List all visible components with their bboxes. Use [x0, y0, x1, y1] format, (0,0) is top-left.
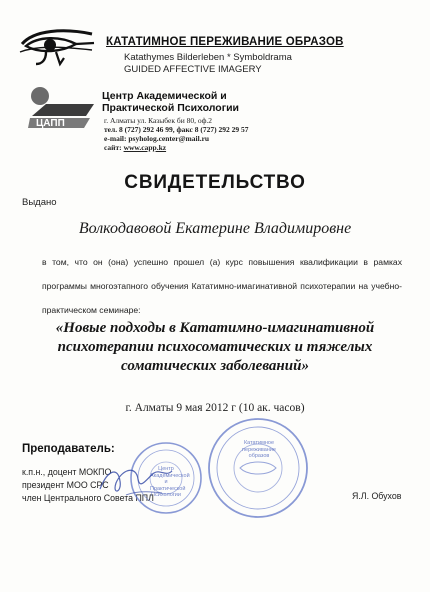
small-stamp-text: Центр Академической и Практической Психологии [150, 466, 190, 498]
course-title-line1: «Новые подходы в Кататимно-имагинативной [55, 320, 375, 336]
handwritten-signature [96, 455, 176, 505]
teacher-line1: к.п.н., доцент МОКПО [22, 467, 112, 477]
completion-paragraph: в том, что он (она) успешно прошел (а) курс повышения квалификации в рамках программы многоэтапного обучения Кататимно-имагинативной психотерапии на учебно-практическом семинаре: [42, 257, 402, 315]
center-phone: тел. 8 (727) 292 46 99, факс 8 (727) 292 29 57 [104, 125, 249, 134]
capp-logo-text: ЦАПП [36, 118, 65, 129]
issued-label: Выдано [22, 197, 57, 208]
place-date: г. Алматы 9 мая 2012 г (10 ак. часов) [125, 402, 305, 414]
header-subtitle-en: GUIDED AFFECTIVE IMAGERY [124, 64, 262, 75]
center-name [102, 90, 302, 114]
center-contacts [104, 116, 324, 152]
center-name-line2: Практической Психологии [102, 102, 239, 114]
center-address: г. Алматы ул. Казыбек би 80, оф.2 [104, 116, 213, 125]
center-site-link[interactable]: www.capp.kz [123, 143, 167, 152]
capp-logo [24, 82, 98, 142]
document-title: СВИДЕТЕЛЬСТВО [124, 172, 306, 193]
signer-name: Я.Л. Обухов [352, 491, 402, 501]
teacher-line3: член Центрального Совета ППЛ [22, 493, 154, 503]
large-stamp [206, 416, 310, 520]
large-stamp-text: Кататимное переживание образов [242, 440, 276, 459]
eye-of-horus-logo [16, 24, 96, 68]
teacher-line2: президент МОО СРС [22, 480, 109, 490]
center-site-row [104, 143, 324, 152]
course-title-line3: соматических заболеваний» [121, 358, 309, 374]
header-subtitle-de: Katathymes Bilderleben * Symboldrama [124, 52, 292, 63]
recipient-name: Волкодавовой Екатерине Владимировне [78, 220, 352, 237]
course-title-line2: психотерапии психосоматических и тяжелых [57, 339, 373, 355]
course-title [20, 319, 410, 376]
teacher-label: Преподаватель: [22, 443, 115, 455]
header-title: КАТАТИМНОЕ ПЕРЕЖИВАНИЕ ОБРАЗОВ [106, 36, 344, 48]
center-name-line1: Центр Академической и [102, 90, 227, 102]
center-site-label: сайт: [104, 143, 122, 152]
center-email: e-mail: psyholog.center@mail.ru [104, 134, 210, 143]
